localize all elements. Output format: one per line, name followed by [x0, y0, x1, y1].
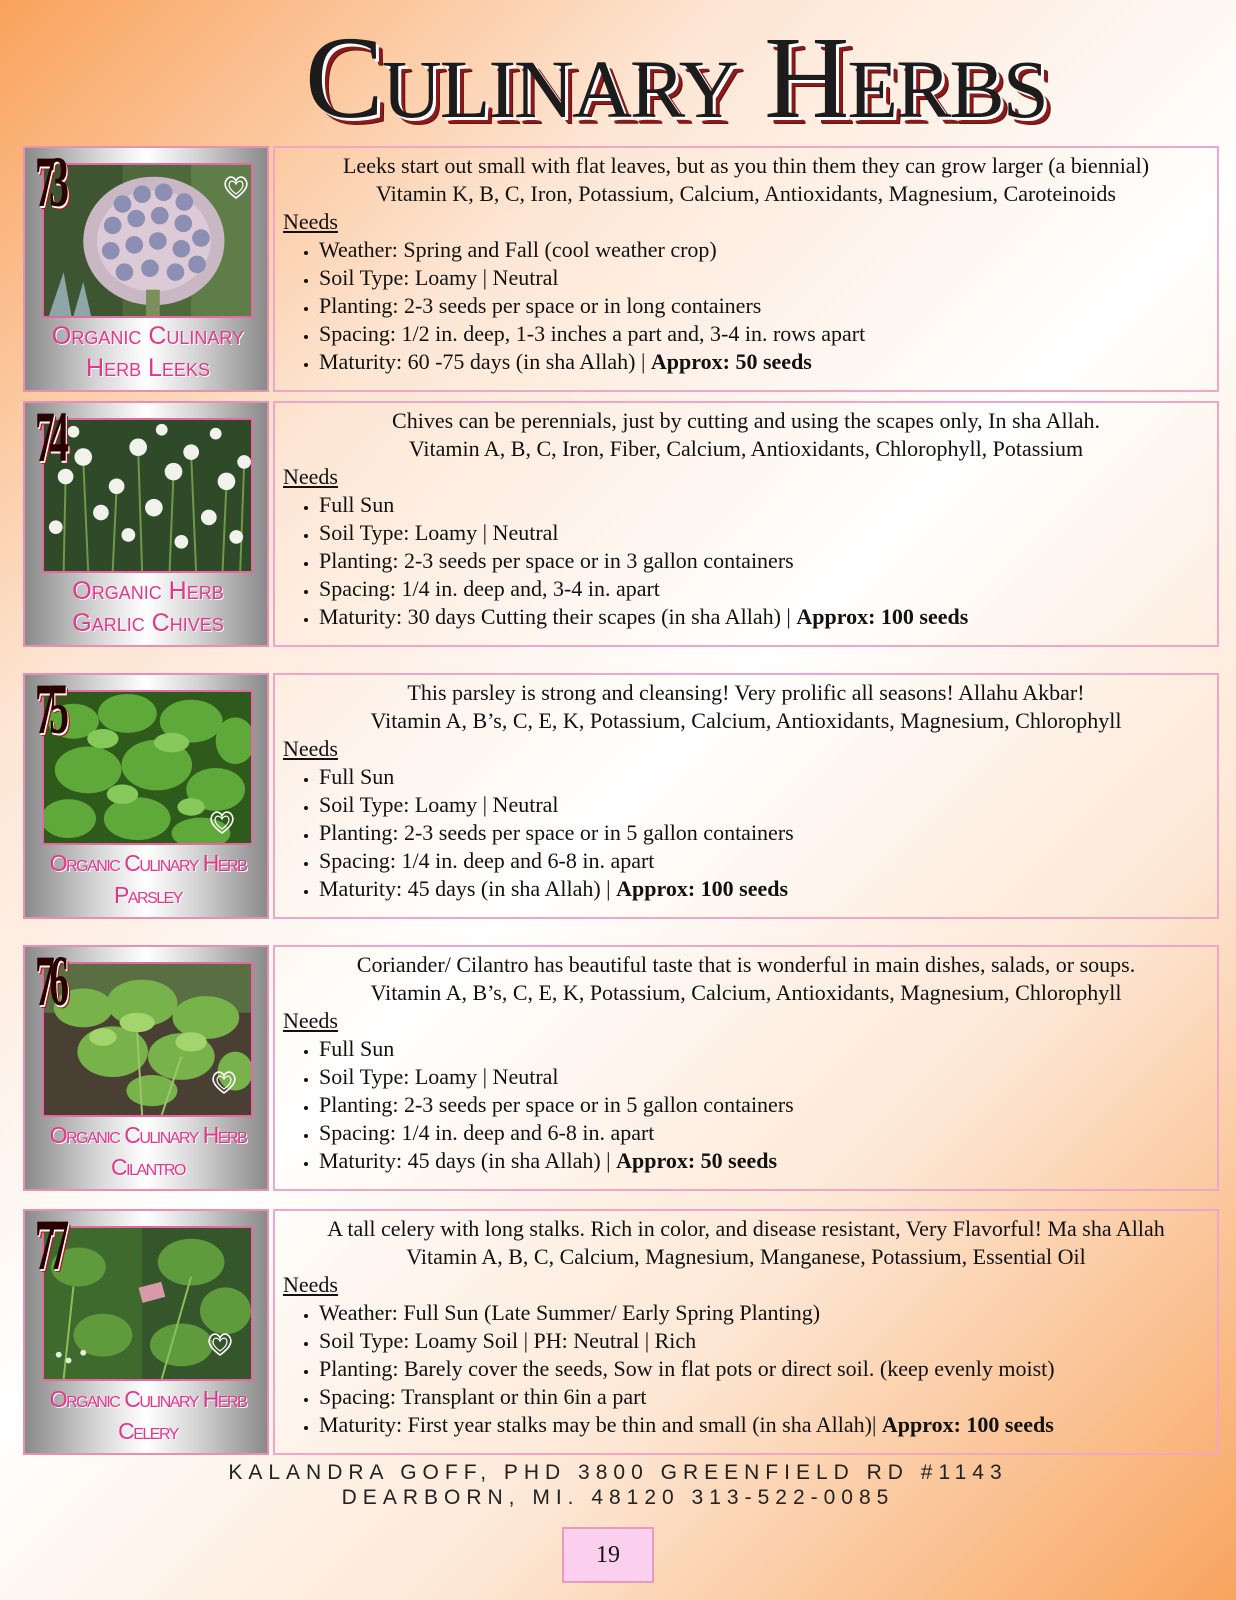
- needs-item: • Soil Type: Loamy | Neutral: [319, 264, 1209, 292]
- needs-list: [283, 491, 1209, 631]
- needs-list: [283, 763, 1209, 903]
- needs-item: • Weather: Spring and Fall (cool weather crop): [319, 236, 1209, 264]
- herb-label-line2: Celery: [118, 1418, 178, 1444]
- needs-item: • Maturity: 30 days Cutting their scapes (in sha Allah) | Approx: 100 seeds: [319, 603, 1209, 631]
- heart-icon: [205, 1329, 235, 1359]
- needs-list: [283, 1035, 1209, 1175]
- herb-label: [29, 575, 267, 639]
- needs-item: • Planting: 2-3 seeds per space or in 5 gallon containers: [319, 1091, 1209, 1119]
- needs-item: • Spacing: 1/2 in. deep, 1-3 inches a part and, 3-4 in. rows apart: [319, 320, 1209, 348]
- garlic-chives-photo: [42, 418, 253, 573]
- photo-panel: [23, 941, 269, 1191]
- needs-item: • Maturity: 45 days (in sha Allah) | Approx: 100 seeds: [319, 875, 1209, 903]
- herb-label-line2: Parsley: [114, 882, 182, 908]
- needs-heading: Needs: [283, 1272, 338, 1297]
- footer-address-line2: DEARBORN, MI. 48120 313-522-0085: [341, 1486, 895, 1509]
- needs-heading: Needs: [283, 209, 338, 234]
- item-number: 74: [35, 397, 64, 477]
- needs-item: • Soil Type: Loamy | Neutral: [319, 791, 1209, 819]
- herb-label-line2: Cilantro: [111, 1154, 185, 1180]
- needs-item: • Planting: 2-3 seeds per space or in long containers: [319, 292, 1209, 320]
- herb-label-line2: Garlic Chives: [72, 609, 224, 637]
- herb-description: A tall celery with long stalks. Rich in color, and disease resistant, Very Flavorful! Ma sha Allah: [327, 1216, 1165, 1241]
- photo-panel: [23, 397, 269, 647]
- herb-label-line2: Herb Leeks: [86, 354, 210, 382]
- page-title: Culinary Herbs: [305, 12, 1047, 143]
- herb-description: Leeks start out small with flat leaves, but as you thin them they can grow larger (a biennial): [342, 153, 1150, 178]
- herb-vitamins: Vitamin A, B, C, Calcium, Magnesium, Manganese, Potassium, Essential Oil: [406, 1244, 1086, 1269]
- item-number: 77: [35, 1205, 64, 1285]
- herb-label-line1: Organic Culinary Herb: [49, 850, 247, 876]
- item-number: 73: [35, 142, 64, 222]
- seed-count: Approx: 50 seeds: [650, 349, 812, 374]
- herb-label-line1: Organic Culinary: [51, 322, 245, 350]
- herb-label: [29, 847, 267, 911]
- herb-label: [29, 1119, 267, 1183]
- herb-vitamins: Vitamin K, B, C, Iron, Potassium, Calcium, Antioxidants, Magnesium, Caroteinoids: [376, 181, 1116, 206]
- herb-info-box: [273, 401, 1219, 647]
- needs-item: • Spacing: Transplant or thin 6in a part: [319, 1383, 1209, 1411]
- herb-info-box: [273, 146, 1219, 392]
- needs-item: • Planting: 2-3 seeds per space or in 5 gallon containers: [319, 819, 1209, 847]
- needs-item: • Planting: 2-3 seeds per space or in 3 gallon containers: [319, 547, 1209, 575]
- needs-item: • Maturity: 60 -75 days (in sha Allah) | Approx: 50 seeds: [319, 348, 1209, 376]
- needs-item: • Full Sun: [319, 763, 1209, 791]
- photo-panel: [23, 1205, 269, 1455]
- herb-label: [29, 320, 267, 384]
- needs-item: • Soil Type: Loamy Soil | PH: Neutral | Rich: [319, 1327, 1209, 1355]
- needs-heading: Needs: [283, 464, 338, 489]
- footer-address-line1: KALANDRA GOFF, PHD 3800 GREENFIELD RD #1143: [228, 1461, 1008, 1484]
- needs-item: • Soil Type: Loamy | Neutral: [319, 1063, 1209, 1091]
- herb-info-box: [273, 945, 1219, 1191]
- herb-vitamins: Vitamin A, B’s, C, E, K, Potassium, Calcium, Antioxidants, Magnesium, Chlorophyll: [370, 708, 1122, 733]
- needs-list: [283, 236, 1209, 376]
- needs-item: • Weather: Full Sun (Late Summer/ Early Spring Planting): [319, 1299, 1209, 1327]
- herb-info-box: [273, 673, 1219, 919]
- herb-description: Coriander/ Cilantro has beautiful taste that is wonderful in main dishes, salads, or soups.: [356, 952, 1136, 977]
- needs-item: • Spacing: 1/4 in. deep and, 3-4 in. apart: [319, 575, 1209, 603]
- herb-description: This parsley is strong and cleansing! Very prolific all seasons! Allahu Akbar!: [407, 680, 1085, 705]
- herb-info-box: [273, 1209, 1219, 1455]
- seed-count: Approx: 50 seeds: [616, 1148, 778, 1173]
- needs-item: • Maturity: First year stalks may be thin and small (in sha Allah)| Approx: 100 seeds: [319, 1411, 1209, 1439]
- herb-description: Chives can be perennials, just by cutting and using the scapes only, In sha Allah.: [392, 408, 1100, 433]
- herb-entry-celery: [23, 1205, 1219, 1455]
- herb-entry-parsley: [23, 669, 1219, 919]
- needs-heading: Needs: [283, 1008, 338, 1033]
- seed-count: Approx: 100 seeds: [881, 1412, 1054, 1437]
- herb-label-line1: Organic Culinary Herb: [49, 1386, 247, 1412]
- needs-item: • Maturity: 45 days (in sha Allah) | Approx: 50 seeds: [319, 1147, 1209, 1175]
- herb-label-line1: Organic Herb: [72, 577, 224, 605]
- needs-item: • Full Sun: [319, 491, 1209, 519]
- needs-list: [283, 1299, 1209, 1439]
- page-number: 19: [562, 1527, 654, 1583]
- item-number: 76: [35, 941, 64, 1021]
- herb-vitamins: Vitamin A, B, C, Iron, Fiber, Calcium, Antioxidants, Chlorophyll, Potassium: [408, 436, 1084, 461]
- needs-item: • Full Sun: [319, 1035, 1209, 1063]
- herb-vitamins: Vitamin A, B’s, C, E, K, Potassium, Calcium, Antioxidants, Magnesium, Chlorophyll: [370, 980, 1122, 1005]
- seed-count: Approx: 100 seeds: [796, 604, 969, 629]
- needs-item: • Soil Type: Loamy | Neutral: [319, 519, 1209, 547]
- photo-panel: [23, 142, 269, 392]
- herb-entry-cilantro: [23, 941, 1219, 1191]
- herb-entry-leeks: [23, 142, 1219, 392]
- seed-count: Approx: 100 seeds: [616, 876, 789, 901]
- needs-item: • Spacing: 1/4 in. deep and 6-8 in. apart: [319, 1119, 1209, 1147]
- herb-entry-garlic-chives: [23, 397, 1219, 647]
- photo-panel: [23, 669, 269, 919]
- heart-icon: [221, 172, 251, 202]
- needs-item: • Planting: Barely cover the seeds, Sow in flat pots or direct soil. (keep evenly moist): [319, 1355, 1209, 1383]
- herb-label-line1: Organic Culinary Herb: [49, 1122, 247, 1148]
- needs-item: • Spacing: 1/4 in. deep and 6-8 in. apart: [319, 847, 1209, 875]
- heart-icon: [207, 807, 237, 837]
- heart-icon: [209, 1067, 239, 1097]
- needs-heading: Needs: [283, 736, 338, 761]
- item-number: 75: [35, 669, 64, 749]
- herb-label: [29, 1383, 267, 1447]
